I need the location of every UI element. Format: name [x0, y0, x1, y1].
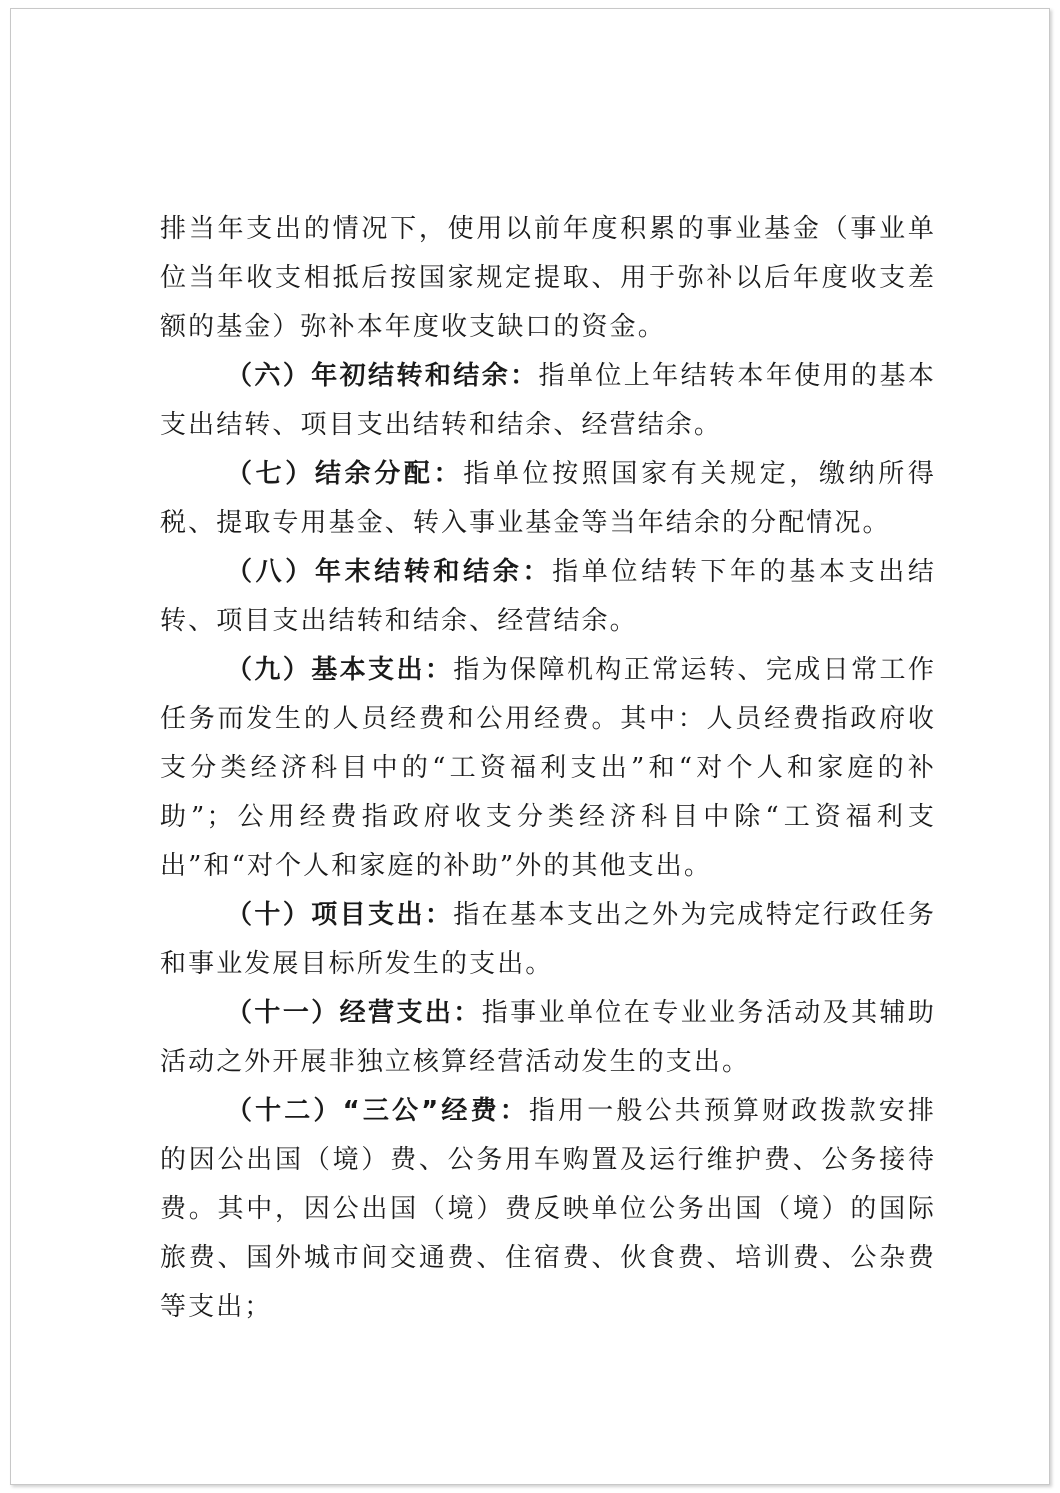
- term-heading: （六）年初结转和结余：: [226, 361, 539, 391]
- paragraph-item-9: [160, 646, 936, 891]
- paragraph-item-7: [160, 450, 936, 548]
- term-heading: （八）年末结转和结余：: [226, 557, 553, 587]
- document-page: [10, 8, 1050, 1485]
- paragraph-item-10: [160, 891, 936, 989]
- paragraph-text: 排当年支出的情况下，使用以前年度积累的事业基金（事业单位当年收支相抵后按国家规定提取、用于弥补以后年度收支差额的基金）弥补本年度收支缺口的资金。: [160, 214, 936, 342]
- term-heading: （十一）经营支出：: [226, 998, 482, 1028]
- paragraph-item-12: [160, 1087, 936, 1332]
- paragraph-text: 指单位按照国家有关规定，缴纳所得税、提取专用基金、转入事业基金等当年结余的分配情况。: [160, 459, 936, 538]
- paragraph-item-8: [160, 548, 936, 646]
- term-heading: （七）结余分配：: [226, 459, 464, 489]
- paragraph-item-11: [160, 989, 936, 1087]
- paragraph-text: 指为保障机构正常运转、完成日常工作任务而发生的人员经费和公用经费。其中：人员经费指政府收支分类经济科目中的“工资福利支出”和“对个人和家庭的补助”；公用经费指政府收支分类经济科目中除“工资福利支出”和“对个人和家庭的补助”外的其他支出。: [160, 655, 936, 881]
- term-heading: （十）项目支出：: [226, 900, 454, 930]
- term-heading: （十二）“三公”经费：: [226, 1096, 529, 1126]
- paragraph-text: 指单位上年结转本年使用的基本支出结转、项目支出结转和结余、经营结余。: [160, 361, 936, 440]
- paragraph-text: 指事业单位在专业业务活动及其辅助活动之外开展非独立核算经营活动发生的支出。: [160, 998, 936, 1077]
- term-heading: （九）基本支出：: [226, 655, 454, 685]
- paragraph-text: 指用一般公共预算财政拨款安排的因公出国（境）费、公务用车购置及运行维护费、公务接待费。其中，因公出国（境）费反映单位公务出国（境）的国际旅费、国外城市间交通费、住宿费、伙食费、培训费、公杂费等支出；: [160, 1096, 937, 1322]
- document-body: [160, 205, 936, 1332]
- paragraph-continuation: [160, 205, 936, 352]
- paragraph-item-6: [160, 352, 936, 450]
- paragraph-text: 指单位结转下年的基本支出结转、项目支出结转和结余、经营结余。: [160, 557, 936, 636]
- paragraph-text: 指在基本支出之外为完成特定行政任务和事业发展目标所发生的支出。: [160, 900, 936, 979]
